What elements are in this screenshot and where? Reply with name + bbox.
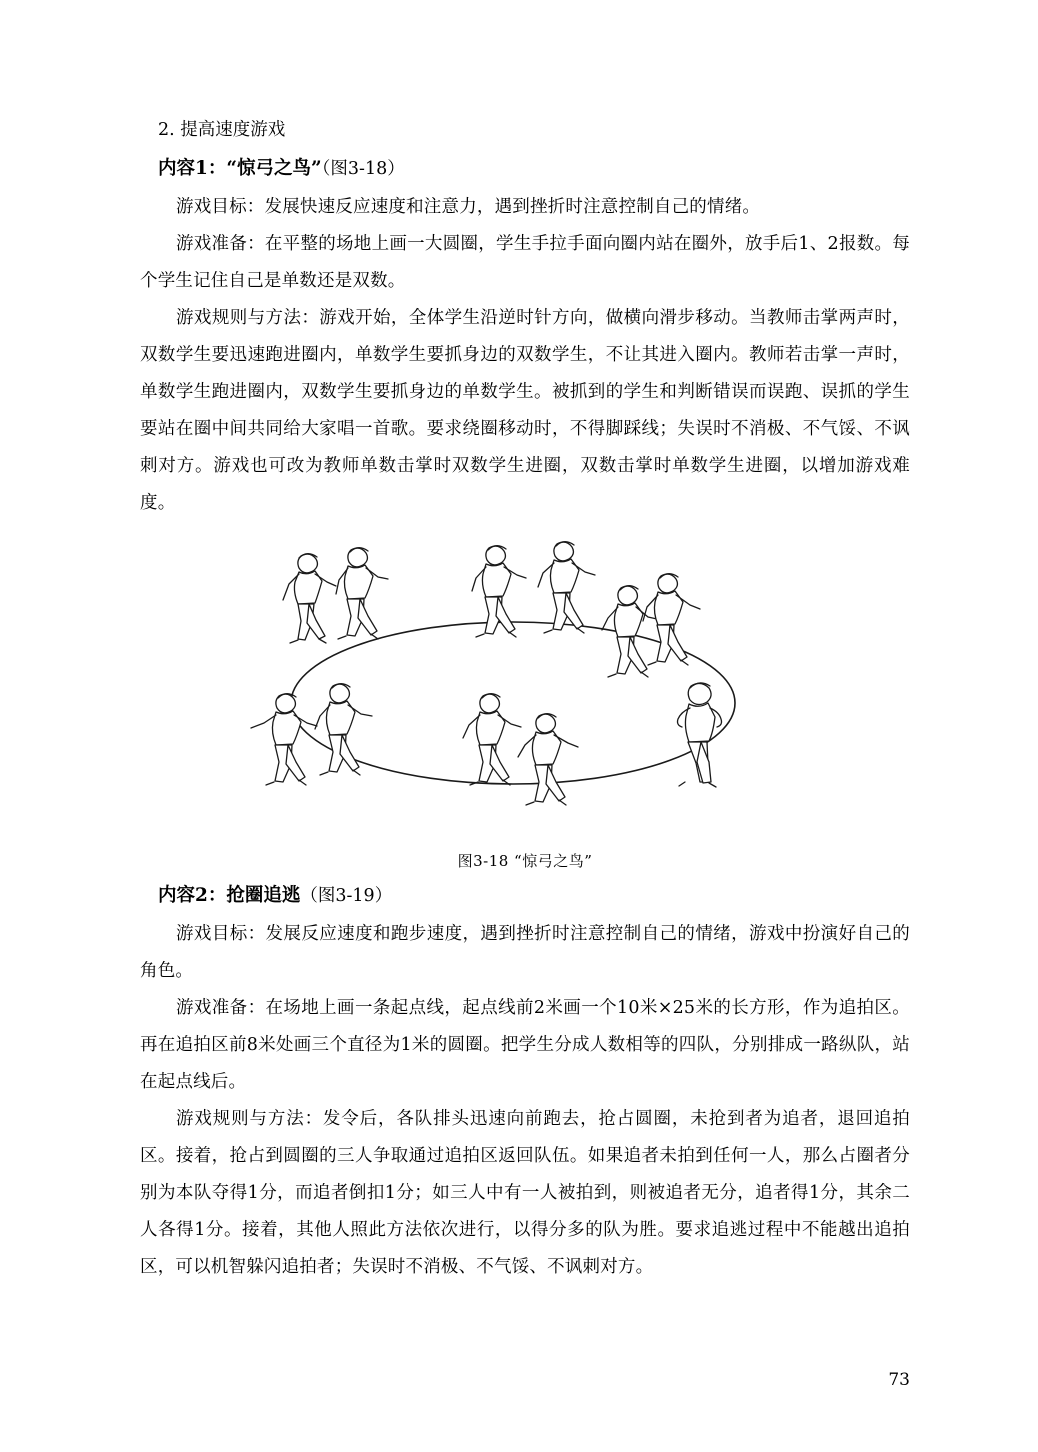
content-title-1-figref: （图3-18） [321, 159, 405, 179]
content-title-1-bold: 内容1：“惊弓之鸟” [158, 158, 322, 179]
paragraph-goal-1: 游戏目标：发展快速反应速度和注意力，遇到挫折时注意控制自己的情绪。 [176, 197, 761, 217]
section-heading: 2. 提高速度游戏 [158, 120, 286, 140]
figure-3-18 [140, 540, 910, 876]
paragraph-prep-2: 游戏准备：在场地上画一条起点线，起点线前2米画一个10米×25米的长方形，作为追拍区。再在追拍区前8米处画三个直径为1米的圆圈。把学生分成人数相等的四队，分别排成一路纵队，站在起点线后。 [140, 998, 910, 1092]
paragraph-rules-1: 游戏规则与方法：游戏开始，全体学生沿逆时针方向，做横向滑步移动。当教师击掌两声时，双数学生要迅速跑进圈内，单数学生要抓身边的双数学生，不让其进入圈内。教师若击掌一声时，单数学生跑进圈内，双数学生要抓身边的单数学生。被抓到的学生和判断错误而误跑、误抓的学生要站在圈中间共同给大家唱一首歌。要求绕圈移动时，不得脚踩线；失误时不消极、不气馁、不讽刺对方。游戏也可改为教师单数击掌时双数学生进圈，双数击掌时单数学生进圈，以增加游戏难度。 [140, 308, 910, 513]
content-title-2-bold: 内容2：抢圈追逃 [158, 885, 301, 906]
page-content [140, 112, 910, 1286]
figure-illustration [245, 540, 805, 840]
figure-caption: 图3-18 “惊弓之鸟” [457, 852, 593, 870]
content-title-2-figref: （图3-19） [300, 886, 393, 906]
paragraph-prep-1: 游戏准备：在平整的场地上画一大圆圈，学生手拉手面向圈内站在圈外，放手后1、2报数。每个学生记住自己是单数还是双数。 [140, 234, 910, 291]
content-title-1 [140, 149, 910, 189]
paragraph-goal-2: 游戏目标：发展反应速度和跑步速度，遇到挫折时注意控制自己的情绪，游戏中扮演好自己的角色。 [140, 924, 910, 981]
content-title-2 [140, 876, 910, 916]
paragraph-rules-2: 游戏规则与方法：发令后，各队排头迅速向前跑去，抢占圆圈，未抢到者为追者，退回追拍区。接着，抢占到圆圈的三人争取通过追拍区返回队伍。如果追者未拍到任何一人，那么占圈者分别为本队夺得1分，而追者倒扣1分；如三人中有一人被拍到，则被追者无分，追者得1分，其余二人各得1分。接着，其他人照此方法依次进行，以得分多的队为胜。要求追逃过程中不能越出追拍区，可以机智躲闪追拍者；失误时不消极、不气馁、不讽刺对方。 [140, 1109, 910, 1277]
page-number: 73 [888, 1370, 910, 1390]
